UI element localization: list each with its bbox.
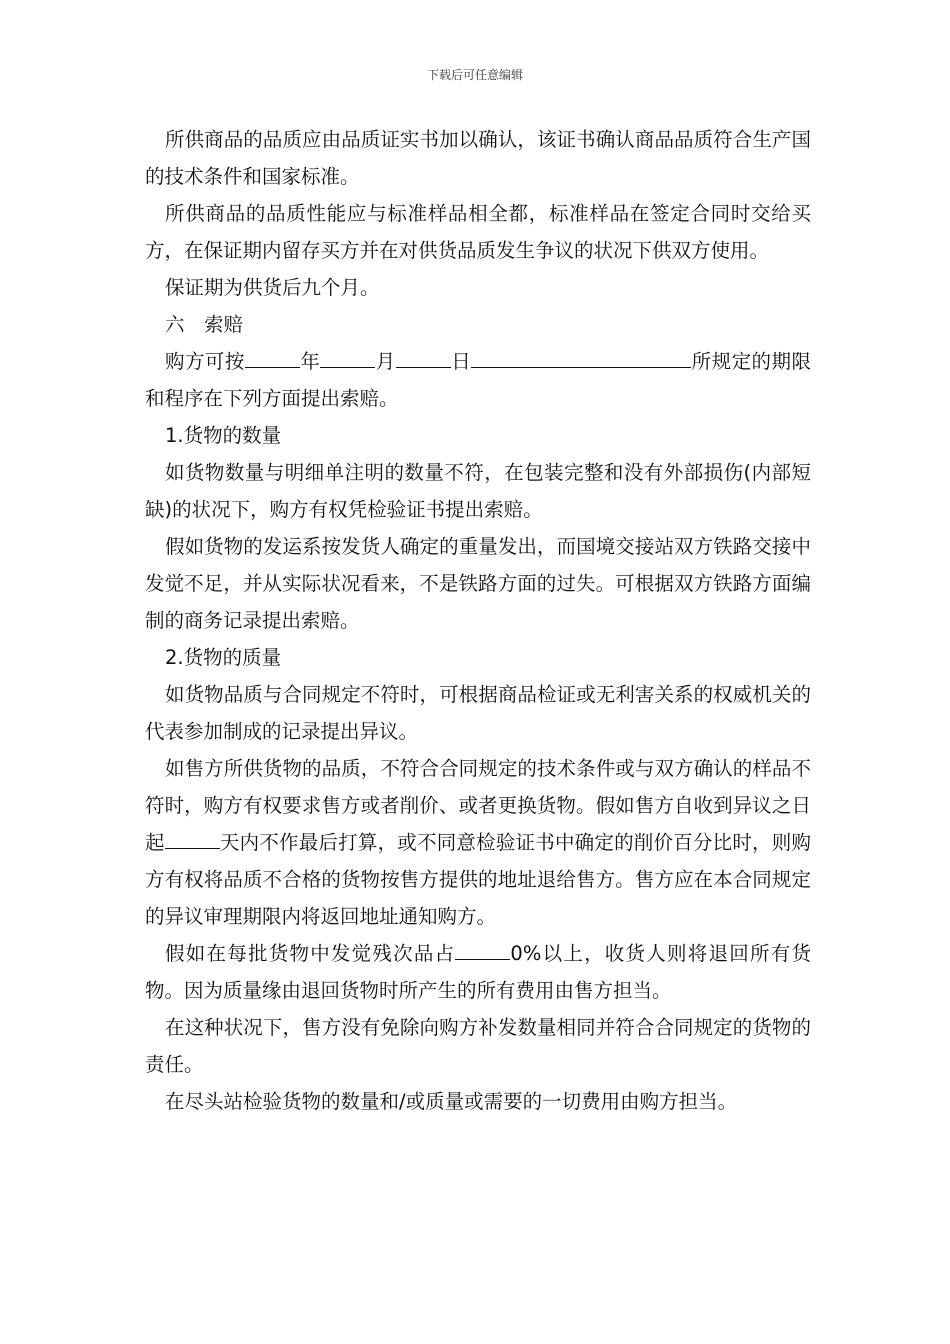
paragraph-claim-deadline: [145, 343, 811, 417]
paragraph-quality-certificate: 所供商品的品质应由品质证实书加以确认，该证书确认商品品质符合生产国的技术条件和国家标准。: [145, 128, 811, 188]
text-fragment: 如售方所供货物的品质，不符合合同规定的技术条件或与双方确认的样品不符时，购方有权要求售方或者削价、或者更换货物。假如售方自收到异议之日起: [145, 757, 811, 854]
text-fragment: 日: [450, 350, 472, 373]
section-heading-claims: 六 索赔: [165, 313, 244, 336]
paragraph-quantity-mismatch: 如货物数量与明细单注明的数量不符，在包装完整和没有外部损伤(内部短缺)的状况下，购方有权凭检验证书提出索赔。: [145, 461, 811, 521]
paragraph-railway-shortage: 假如货物的发运系按发货人确定的重量发出，而国境交接站双方铁路交接中发觉不足，并从实际状况看来，不是铁路方面的过失。可根据双方铁路方面编制的商务记录提出索赔。: [145, 535, 811, 632]
paragraph-defect-rate: [145, 935, 811, 1009]
blank-month: [320, 345, 375, 368]
text-fragment: 假如在每批货物中发觉残次品占: [165, 942, 456, 965]
page-header: 下载后可任意编辑: [426, 68, 523, 82]
paragraph-standard-sample: 所供商品的品质性能应与标准样品相全都，标准样品在签定合同时交给买方，在保证期内留存买方并在对供货品质发生争议的状况下供双方使用。: [145, 202, 811, 262]
subheading-quality: 2.货物的质量: [165, 646, 282, 669]
text-fragment: 天内不作最后打算，或不同意检验证书中确定的削价百分比时，则购方有权将品质不合格的货物按售方提供的地址退给售方。售方应在本合同规定的异议审理期限内将返回地址通知购方。: [145, 831, 811, 928]
text-fragment: 购方可按: [165, 350, 245, 373]
text-fragment: 0%以上，收货人则将退回所有货物。因为质量缘由退回货物时所产生的所有费用由售方担当。: [145, 942, 811, 1002]
paragraph-inspection-cost: 在尽头站检验货物的数量和/或质量或需要的一切费用由购方担当。: [165, 1090, 738, 1113]
paragraph-quality-objection: 如货物品质与合同规定不符时，可根据商品检证或无利害关系的权威机关的代表参加制成的记录提出异议。: [145, 683, 811, 743]
blank-days: [165, 826, 220, 849]
blank-document: [471, 345, 691, 368]
paragraph-price-reduction: [145, 750, 811, 935]
text-fragment: 年: [299, 350, 321, 373]
paragraph-replacement-duty: 在这种状况下，售方没有免除向购方补发数量相同并符合合同规定的货物的责任。: [145, 1016, 811, 1076]
blank-year: [245, 345, 300, 368]
subheading-quantity: 1.货物的数量: [165, 424, 282, 447]
document-body: [145, 121, 811, 1120]
text-fragment: 所规定的期限和程序在下列方面提出索赔。: [145, 350, 811, 410]
blank-percent: [455, 937, 510, 960]
paragraph-warranty-period: 保证期为供货后九个月。: [165, 276, 380, 299]
blank-day: [396, 345, 451, 368]
text-fragment: 月: [375, 350, 396, 373]
